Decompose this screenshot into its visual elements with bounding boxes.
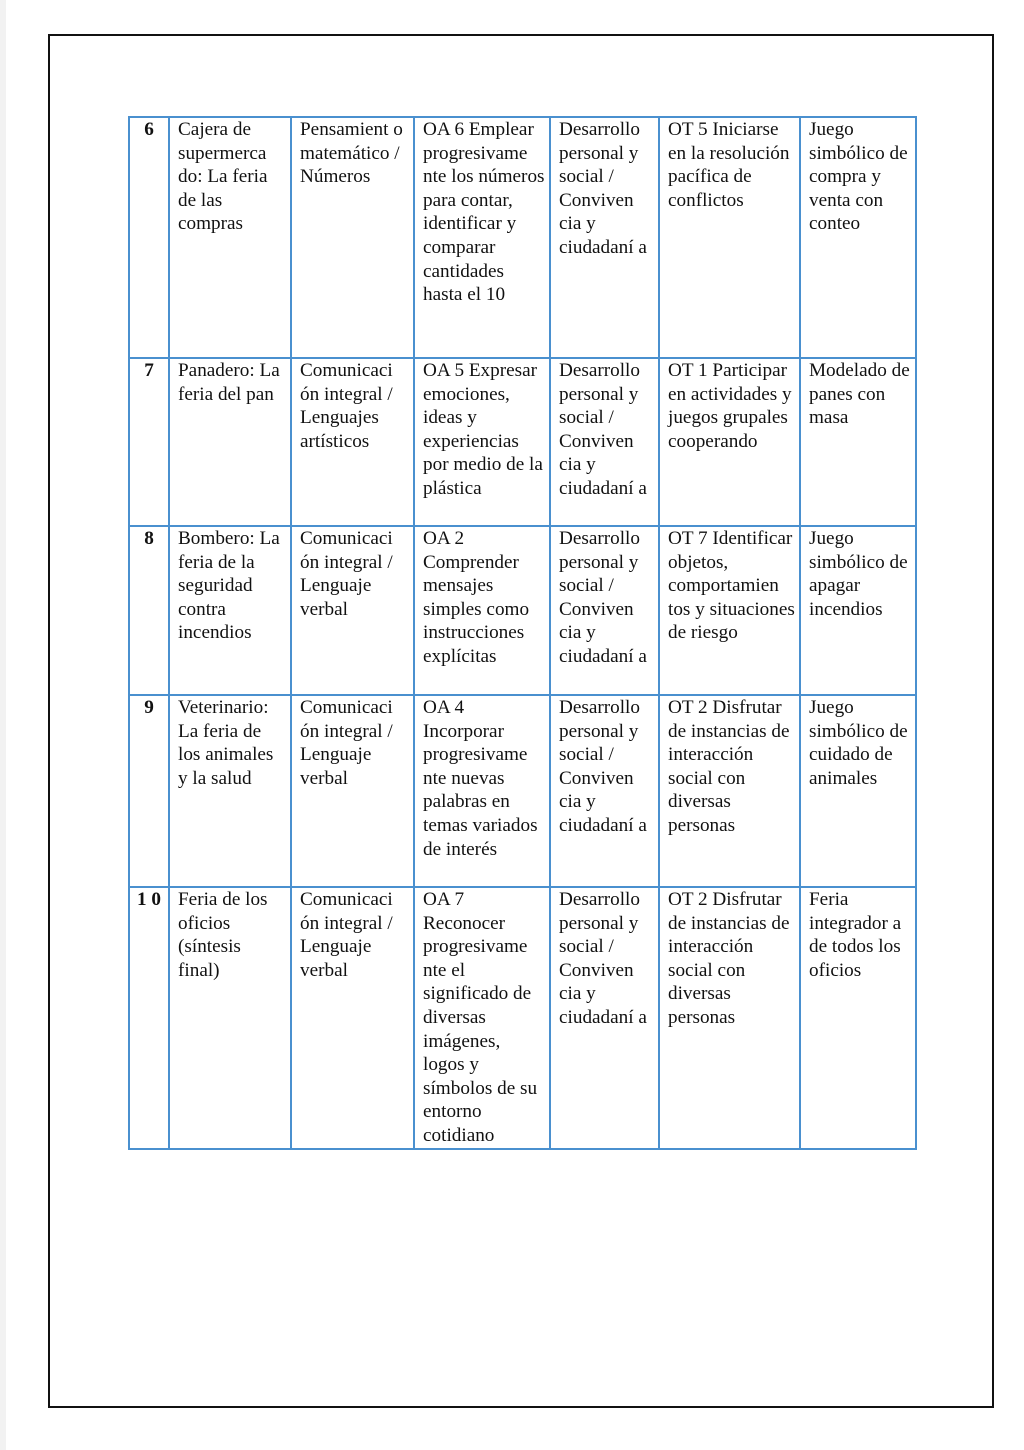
row-number: 8 [129, 526, 169, 695]
nucleo-cell: Comunicaci ón integral / Lenguaje verbal [291, 695, 414, 887]
oficio-cell: Feria de los oficios (síntesis final) [169, 887, 291, 1149]
ambito-cell: Desarrollo personal y social / Conviven cia y ciudadaní a [550, 887, 659, 1149]
table-row [129, 358, 916, 526]
row-number: 7 [129, 358, 169, 526]
ambito-cell: Desarrollo personal y social / Conviven cia y ciudadaní a [550, 695, 659, 887]
document-page [6, 0, 1024, 1450]
actividad-cell: Juego simbólico de cuidado de animales [800, 695, 916, 887]
actividad-cell: Juego simbólico de apagar incendios [800, 526, 916, 695]
actividad-cell: Feria integrador a de todos los oficios [800, 887, 916, 1149]
table-row [129, 526, 916, 695]
row-number: 1 0 [129, 887, 169, 1149]
table-row [129, 117, 916, 358]
ambito-cell: Desarrollo personal y social / Conviven cia y ciudadaní a [550, 117, 659, 358]
actividad-cell: Juego simbólico de compra y venta con conteo [800, 117, 916, 358]
actividad-cell: Modelado de panes con masa [800, 358, 916, 526]
ot-cell: OT 1 Participar en actividades y juegos grupales cooperando [659, 358, 800, 526]
ot-cell: OT 7 Identificar objetos, comportamien tos y situaciones de riesgo [659, 526, 800, 695]
table-row [129, 695, 916, 887]
oficio-cell: Veterinario: La feria de los animales y la salud [169, 695, 291, 887]
nucleo-cell: Comunicaci ón integral / Lenguaje verbal [291, 887, 414, 1149]
table-row [129, 887, 916, 1149]
nucleo-cell: Pensamient o matemático / Números [291, 117, 414, 358]
row-number: 6 [129, 117, 169, 358]
oa-cell: OA 4 Incorporar progresivame nte nuevas palabras en temas variados de interés [414, 695, 550, 887]
ambito-cell: Desarrollo personal y social / Conviven cia y ciudadaní a [550, 358, 659, 526]
oa-cell: OA 2 Comprender mensajes simples como instrucciones explícitas [414, 526, 550, 695]
planning-table [128, 116, 917, 1150]
oa-cell: OA 5 Expresar emociones, ideas y experiencias por medio de la plástica [414, 358, 550, 526]
oficio-cell: Panadero: La feria del pan [169, 358, 291, 526]
ot-cell: OT 2 Disfrutar de instancias de interacción social con diversas personas [659, 695, 800, 887]
ambito-cell: Desarrollo personal y social / Conviven cia y ciudadaní a [550, 526, 659, 695]
oficio-cell: Bombero: La feria de la seguridad contra incendios [169, 526, 291, 695]
ot-cell: OT 2 Disfrutar de instancias de interacción social con diversas personas [659, 887, 800, 1149]
nucleo-cell: Comunicaci ón integral / Lenguajes artísticos [291, 358, 414, 526]
oa-cell: OA 6 Emplear progresivame nte los números para contar, identificar y comparar cantidades hasta el 10 [414, 117, 550, 358]
nucleo-cell: Comunicaci ón integral / Lenguaje verbal [291, 526, 414, 695]
oficio-cell: Cajera de supermerca do: La feria de las compras [169, 117, 291, 358]
row-number: 9 [129, 695, 169, 887]
oa-cell: OA 7 Reconocer progresivame nte el significado de diversas imágenes, logos y símbolos de su entorno cotidiano [414, 887, 550, 1149]
ot-cell: OT 5 Iniciarse en la resolución pacífica de conflictos [659, 117, 800, 358]
